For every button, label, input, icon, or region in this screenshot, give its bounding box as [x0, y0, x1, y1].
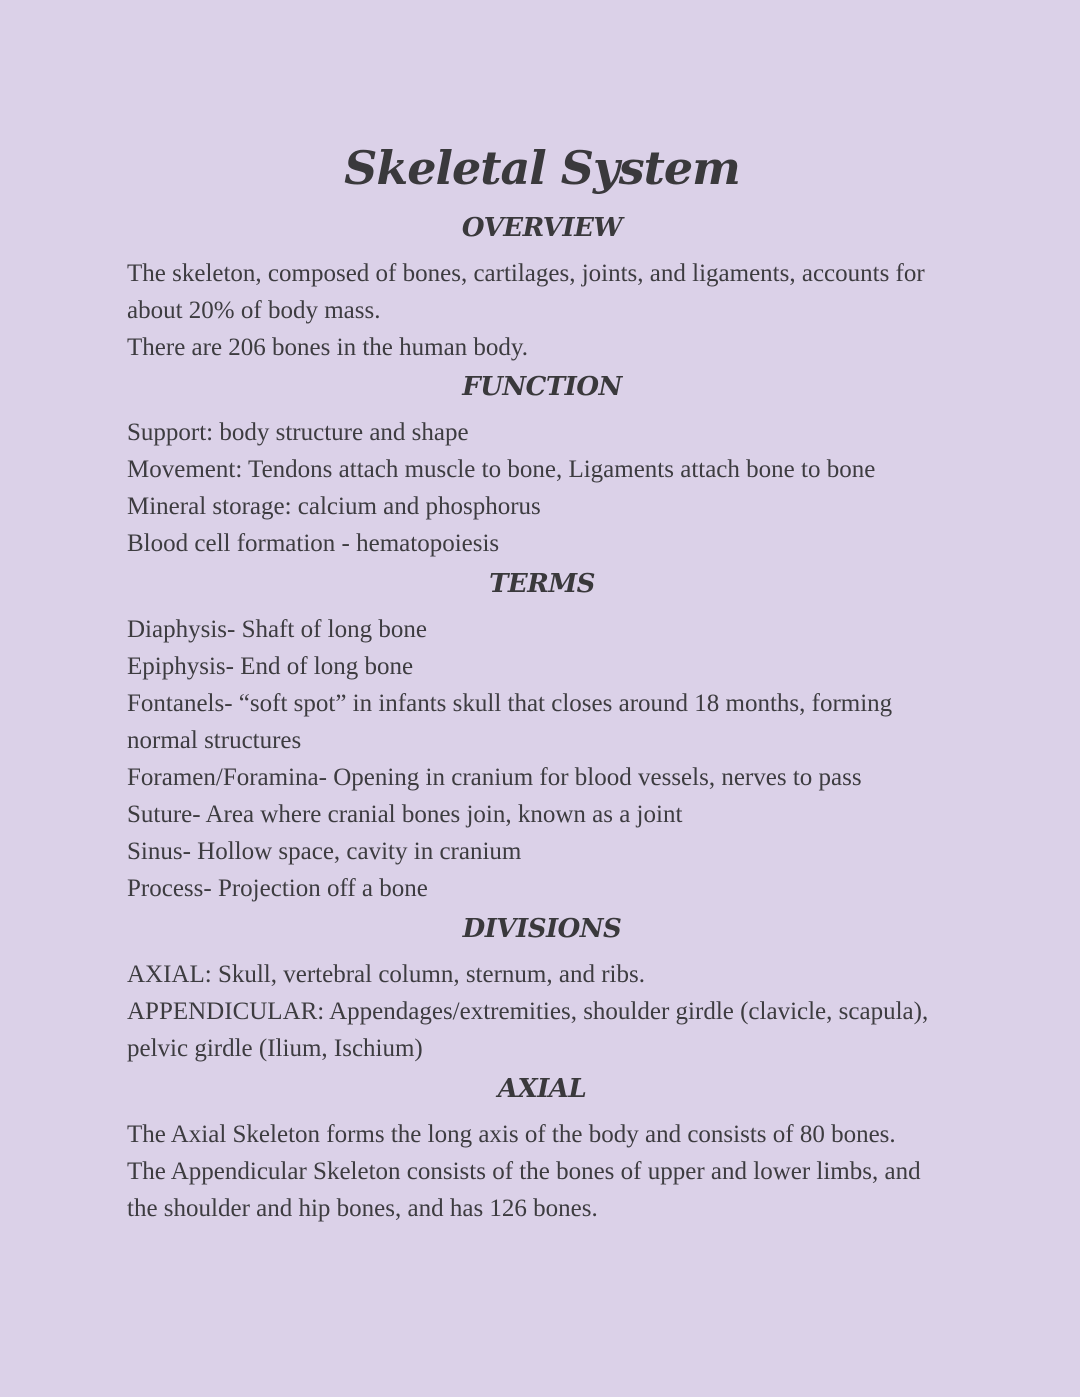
function-line-movement: Movement: Tendons attach muscle to bone, Ligaments attach bone to bone: [127, 456, 876, 483]
section-heading-divisions: DIVISIONS: [462, 914, 622, 944]
overview-line-2: There are 206 bones in the human body.: [127, 334, 529, 361]
term-suture: Suture- Area where cranial bones join, known as a joint: [127, 801, 683, 828]
page-title: Skeletal System: [344, 141, 740, 195]
overview-body: [127, 255, 957, 366]
term-fontanels: Fontanels- “soft spot” in infants skull that closes around 18 months, forming normal structures: [127, 690, 893, 754]
term-diaphysis: Diaphysis- Shaft of long bone: [127, 616, 427, 643]
axial-body: [127, 1116, 957, 1227]
function-line-support: Support: body structure and shape: [127, 419, 469, 446]
division-appendicular: APPENDICULAR: Appendages/extremities, shoulder girdle (clavicle, scapula), pelvic girdle (Ilium, Ischium): [127, 998, 929, 1062]
document-page: [127, 128, 957, 1227]
section-axial: [127, 1069, 957, 1227]
function-line-blood-cell-formation: Blood cell formation - hematopoiesis: [127, 530, 500, 557]
section-heading-terms: TERMS: [489, 569, 595, 599]
term-sinus: Sinus- Hollow space, cavity in cranium: [127, 838, 522, 865]
axial-line-1: The Axial Skeleton forms the long axis of the body and consists of 80 bones.: [127, 1121, 896, 1148]
axial-line-2: The Appendicular Skeleton consists of the bones of upper and lower limbs, and the shoulder and hip bones, and has 126 bones.: [127, 1158, 921, 1222]
section-divisions: [127, 909, 957, 1067]
section-heading-axial: AXIAL: [497, 1074, 587, 1104]
divisions-body: [127, 956, 957, 1067]
section-function: [127, 367, 957, 562]
overview-line-1: The skeleton, composed of bones, cartilages, joints, and ligaments, accounts for about 20% of body mass.: [127, 260, 925, 324]
section-terms: [127, 564, 957, 907]
function-line-mineral-storage: Mineral storage: calcium and phosphorus: [127, 493, 541, 520]
terms-body: [127, 611, 957, 907]
division-axial: AXIAL: Skull, vertebral column, sternum, and ribs.: [127, 961, 645, 988]
section-heading-function: FUNCTION: [462, 372, 622, 402]
section-overview: [127, 208, 957, 366]
term-foramen: Foramen/Foramina- Opening in cranium for blood vessels, nerves to pass: [127, 764, 862, 791]
term-process: Process- Projection off a bone: [127, 875, 428, 902]
section-heading-overview: OVERVIEW: [461, 213, 623, 243]
function-body: [127, 414, 957, 562]
term-epiphysis: Epiphysis- End of long bone: [127, 653, 414, 680]
